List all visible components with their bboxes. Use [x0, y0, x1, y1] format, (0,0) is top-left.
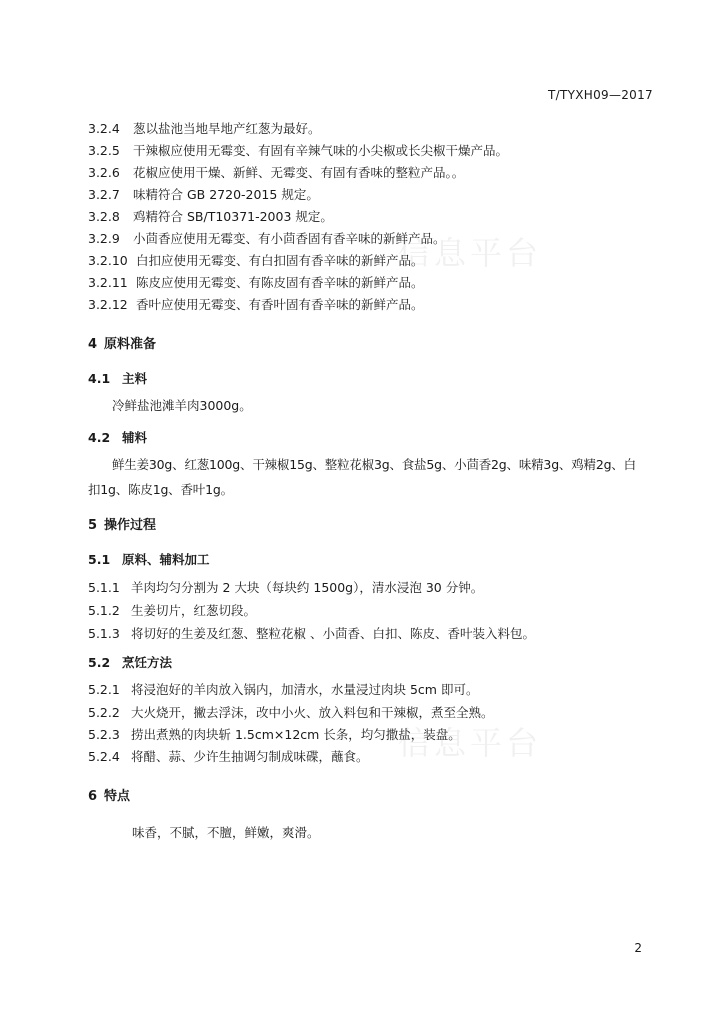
clause-text: 将醋、蒜、少许生抽调匀制成味碟，蘸食。 [131, 749, 369, 764]
section-title: 辅料 [122, 430, 148, 445]
clause-number: 5.1.2 [88, 603, 120, 618]
section-4-heading [88, 333, 156, 352]
section-title: 特点 [104, 789, 131, 804]
section-number: 4 [88, 337, 98, 352]
section-4-2-paragraph: 鲜生姜30g、红葱100g、干辣椒15g、整粒花椒3g、食盐5g、小茴香2g、味精3g、鸡精2g、白扣1g、陈皮1g、香叶1g。 [88, 457, 636, 497]
clause-3-2-9 [88, 229, 446, 247]
clause-3-2-10 [88, 251, 424, 269]
clause-number: 5.2.1 [88, 682, 120, 697]
watermark-text: 信息平台 [398, 724, 543, 762]
section-number: 5.2 [88, 655, 111, 670]
section-4-2-heading [88, 428, 147, 446]
section-5-1-heading [88, 550, 210, 568]
clause-5-1-1 [88, 578, 483, 596]
clause-number: 3.2.4 [88, 121, 120, 136]
document-code-header: T/TYXH09—2017 [548, 88, 653, 102]
clause-3-2-6 [88, 163, 464, 181]
clause-text: 花椒应使用干燥、新鲜、无霉变、有固有香味的整粒产品。。 [133, 165, 465, 180]
paragraph-text: 冷鲜盐池滩羊肉3000g。 [112, 398, 252, 413]
clause-text: 捞出煮熟的肉块斩 1.5cm×12cm 长条，均匀撒盐，装盘。 [131, 727, 461, 742]
clause-3-2-11 [88, 273, 424, 291]
clause-text: 大火烧开，撇去浮沫，改中小火、放入料包和干辣椒，煮至全熟。 [131, 705, 494, 720]
clause-text: 生姜切片，红葱切段。 [131, 603, 257, 618]
clause-text: 味精符合 GB 2720-2015 规定。 [133, 187, 319, 202]
clause-text: 将切好的生姜及红葱、整粒花椒 、小茴香、白扣、陈皮、香叶装入料包。 [131, 626, 535, 641]
clause-number: 3.2.11 [88, 275, 128, 290]
clause-number: 5.2.4 [88, 749, 120, 764]
section-4-1-heading [88, 369, 147, 387]
clause-3-2-7 [88, 185, 319, 203]
clause-number: 3.2.9 [88, 231, 120, 246]
section-title: 原料准备 [104, 337, 157, 352]
section-6-heading [88, 785, 130, 804]
clause-number: 5.1.3 [88, 626, 120, 641]
clause-number: 5.2.3 [88, 727, 120, 742]
section-5-heading [88, 514, 156, 533]
clause-3-2-5 [88, 141, 508, 159]
clause-text: 陈皮应使用无霉变、有陈皮固有香辛味的新鲜产品。 [136, 275, 424, 290]
clause-number: 3.2.5 [88, 143, 120, 158]
section-6-paragraph [88, 820, 648, 845]
section-number: 5 [88, 518, 98, 533]
clause-text: 小茴香应使用无霉变、有小茴香固有香辛味的新鲜产品。 [133, 231, 446, 246]
section-title: 烹饪方法 [122, 655, 173, 670]
section-4-1-paragraph [88, 393, 648, 418]
clause-number: 3.2.6 [88, 165, 120, 180]
section-number: 5.1 [88, 552, 111, 567]
clause-number: 3.2.10 [88, 253, 128, 268]
clause-5-2-1 [88, 680, 478, 698]
clause-3-2-8 [88, 207, 333, 225]
clause-5-1-3 [88, 624, 535, 642]
section-title: 原料、辅料加工 [122, 552, 210, 567]
clause-5-2-3 [88, 725, 461, 743]
clause-text: 葱以盐池当地旱地产红葱为最好。 [133, 121, 321, 136]
section-number: 6 [88, 789, 98, 804]
clause-5-2-2 [88, 703, 494, 721]
paragraph-text: 味香，不腻，不膻，鲜嫩，爽滑。 [132, 825, 320, 840]
clause-3-2-4 [88, 119, 321, 137]
page-number: 2 [634, 941, 642, 955]
clause-text: 羊肉均匀分割为 2 大块（每块约 1500g），清水浸泡 30 分钟。 [131, 580, 484, 595]
clause-5-2-4 [88, 747, 369, 765]
section-title: 操作过程 [104, 518, 157, 533]
clause-number: 5.2.2 [88, 705, 120, 720]
clause-text: 白扣应使用无霉变、有白扣固有香辛味的新鲜产品。 [136, 253, 424, 268]
section-number: 4.2 [88, 430, 111, 445]
section-number: 4.1 [88, 371, 111, 386]
clause-number: 3.2.12 [88, 297, 128, 312]
clause-number: 3.2.8 [88, 209, 120, 224]
clause-5-1-2 [88, 601, 256, 619]
clause-text: 干辣椒应使用无霉变、有固有辛辣气味的小尖椒或长尖椒干燥产品。 [133, 143, 509, 158]
section-5-2-heading [88, 653, 172, 671]
clause-text: 香叶应使用无霉变、有香叶固有香辛味的新鲜产品。 [136, 297, 424, 312]
section-title: 主料 [122, 371, 148, 386]
watermark-text: 信息平台 [398, 234, 543, 272]
clause-number: 5.1.1 [88, 580, 120, 595]
clause-text: 鸡精符合 SB/T10371-2003 规定。 [133, 209, 333, 224]
clause-3-2-12 [88, 295, 424, 313]
clause-number: 3.2.7 [88, 187, 120, 202]
clause-text: 将浸泡好的羊肉放入锅内，加清水，水量浸过肉块 5cm 即可。 [131, 682, 479, 697]
